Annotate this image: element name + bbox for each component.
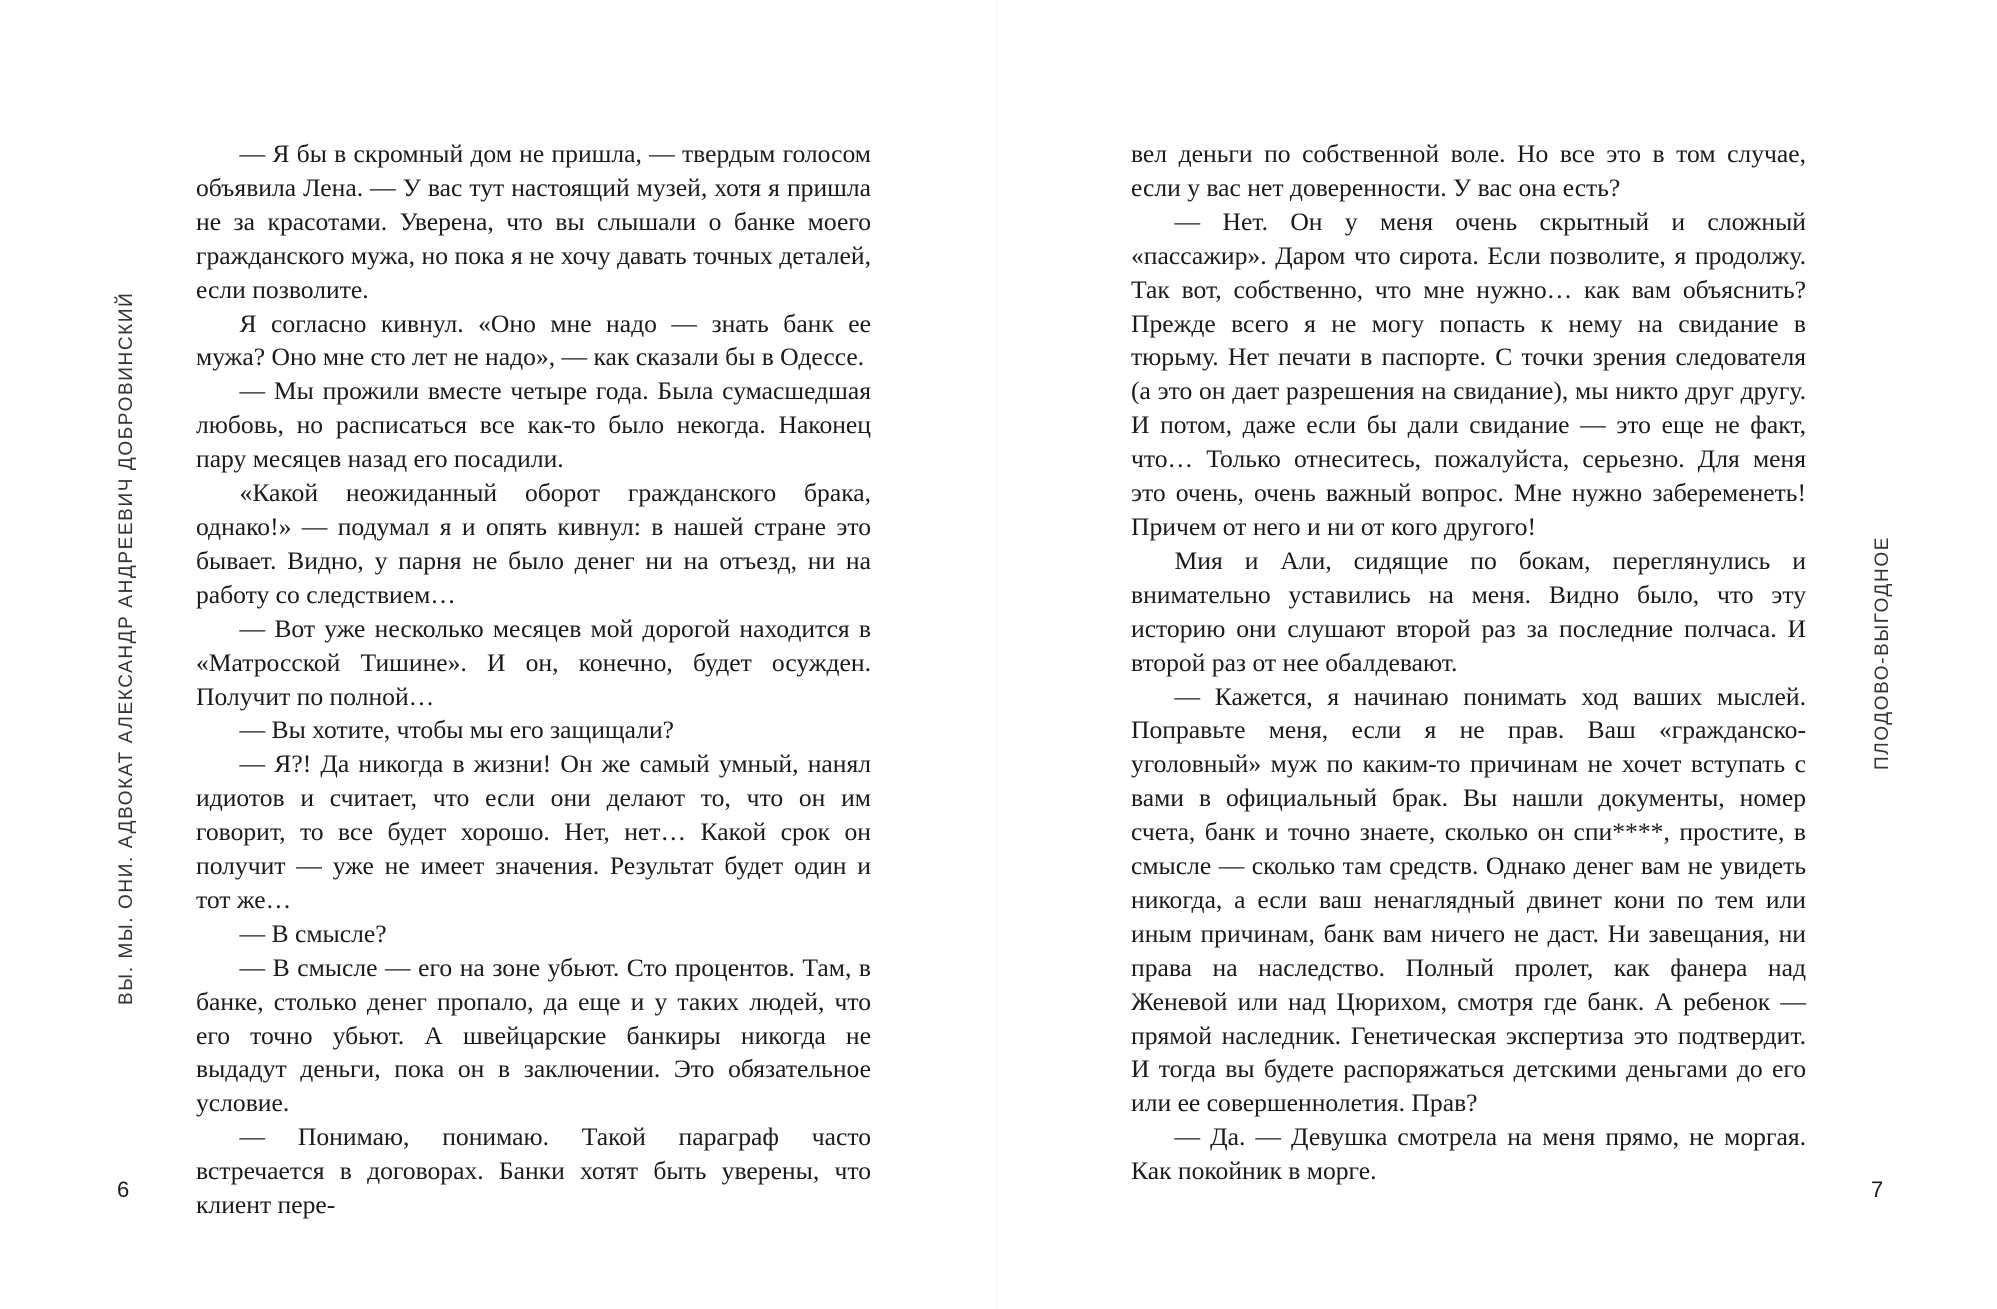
paragraph: — В смысле — его на зоне убьют. Сто процентов. Там, в банке, столько денег пропало, да еще и у таких людей, что его точно убьют. А швейцарские банкиры никогда не выдадут деньги, пока он в заключении. Это обязательное условие. [196, 952, 871, 1118]
paragraph: — Да. — Девушка смотрела на меня прямо, не моргая. Как покойник в морге. [1131, 1122, 1806, 1186]
paragraph: «Какой неожиданный оборот гражданского брака, однако!» — подумал я и опять кивнул: в нашей стране это бывает. Видно, у парня не было денег ни на отъезд, ни на работу со следствием… [196, 478, 871, 609]
right-running-head: ПЛОДОВО-ВЫГОДНОЕ [1872, 536, 1893, 770]
paragraph: — Вот уже несколько месяцев мой дорогой находится в «Матросской Тишине». И он, конечно, будет осужден. Получит по полной… [196, 613, 871, 711]
paragraph: Я согласно кивнул. «Оно мне надо — знать банк ее мужа? Оно мне сто лет не надо», — как сказали бы в Одессе. [196, 308, 871, 372]
right-page [998, 0, 1997, 1309]
right-page-number: 7 [1871, 1177, 1884, 1202]
left-page [0, 0, 998, 1309]
paragraph: — Вы хотите, чтобы мы его защищали? [239, 715, 675, 745]
continuation-paragraph: вел деньги по собственной воле. Но все это в том случае, если у вас нет доверенности. У вас она есть? [1131, 139, 1806, 202]
left-page-text [196, 137, 871, 1222]
paragraph: — Понимаю, понимаю. Такой параграф часто встречается в договорах. Банки хотят быть уверены, что клиент пере- [196, 1122, 871, 1220]
paragraph: Мия и Али, сидящие по бокам, переглянулись и внимательно уставились на меня. Видно было, что эту историю они слушают второй раз за последние полчаса. И второй раз от нее обалдевают. [1131, 545, 1806, 677]
paragraph: — Мы прожили вместе четыре года. Была сумасшедшая любовь, но расписаться все как-то было некогда. Наконец пару месяцев назад его посадили. [196, 376, 871, 474]
right-page-text [1131, 137, 1806, 1188]
paragraph: — Кажется, я начинаю понимать ход ваших мыслей. Поправьте меня, если я не прав. Ваш «гражданско-уголовный» муж по каким-то причинам не хочет вступать с вами в официальный брак. Вы нашли документы, номер счета, банк и точно знаете, сколько он спи****, простите, в смысле — сколько там средств. Однако денег вам не увидеть никогда, а если ваш ненаглядный двинет кони по тем или иным причинам, банк вам ничего не даст. Ни завещания, ни права на наследство. Полный пролет, как фанера над Женевой или над Цюрихом, смотря где банк. А ребенок — прямой наследник. Генетическая экспертиза это подтвердит. И тогда вы будете распоряжаться детскими деньгами до его или ее совершеннолетия. Прав? [1131, 681, 1806, 1118]
paragraph: — Нет. Он у меня очень скрытный и сложный «пассажир». Даром что сирота. Если позволите, я продолжу. Так вот, собственно, что мне нужно… как вам объяснить? Прежде всего я не могу попасть к нему на свидание в тюрьму. Нет печати в паспорте. С точки зрения следователя (а это он дает разрешения на свидание), мы никто друг другу. И потом, даже если бы дали свидание — это еще не факт, что… Только отнеситесь, пожалуйста, серьезно. Для меня это очень, очень важный вопрос. Мне нужно забеременеть! Причем от него и ни от кого другого! [1131, 206, 1806, 541]
paragraph: — В смысле? [239, 918, 387, 948]
left-running-head: ВЫ. МЫ. ОНИ. АДВОКАТ АЛЕКСАНДР АНДРЕЕВИЧ ДОБРОВИНСКИЙ [116, 291, 137, 1005]
paragraph: — Я?! Да никогда в жизни! Он же самый умный, нанял идиотов и считает, что если они делают то, что он им говорит, то все будет хорошо. Нет, нет… Какой срок он получит — уже не имеет значения. Результат будет один и тот же… [196, 749, 871, 914]
paragraph: — Я бы в скромный дом не пришла, — твердым голосом объявила Лена. — У вас тут настоящий музей, хотя я пришла не за красотами. Уверена, что вы слышали о банке моего гражданского мужа, но пока я не хочу давать точных деталей, если позволите. [196, 139, 871, 304]
left-page-number: 6 [117, 1177, 130, 1202]
